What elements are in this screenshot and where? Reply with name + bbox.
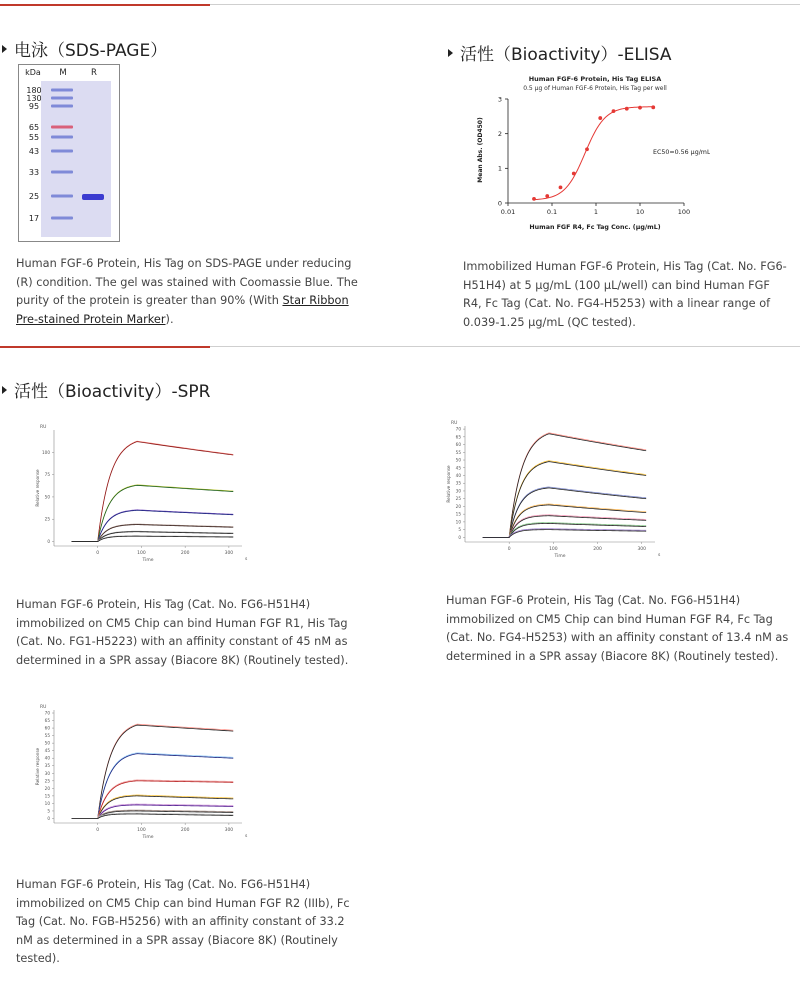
elisa-ec50-annotation: EC50=0.56 μg/mL bbox=[653, 149, 710, 156]
spr-y-tick-label: 25 bbox=[44, 778, 50, 784]
elisa-y-tick-label: 1 bbox=[497, 164, 502, 173]
spr-caption-fgfr4: Human FGF-6 Protein, His Tag (Cat. No. FG6-H51H4) immobilized on CM5 Chip can bind Human FGF R4, Fc Tag (Cat. No. FG4-H5253) with an affinity constant of 13.4 nM as determined in a SPR assay (Biacore 8K) (Routinely tested). bbox=[446, 594, 789, 663]
gel-marker-label: 65 bbox=[28, 123, 40, 132]
spr-sensorgram-line bbox=[483, 516, 646, 538]
spr-y-tick-label: 30 bbox=[455, 488, 461, 494]
spr-x-tick-label: 0 bbox=[96, 828, 100, 833]
spr-x-unit-label: s bbox=[658, 553, 661, 558]
spr-y-tick-label: 60 bbox=[44, 725, 50, 731]
spr-sensorgram-line bbox=[483, 434, 646, 538]
elisa-data-point bbox=[598, 116, 602, 120]
spr-x-tick-label: 100 bbox=[137, 828, 146, 833]
spr-fit-curve bbox=[483, 433, 646, 538]
spr-y-unit-label: RU bbox=[451, 421, 458, 426]
spr-sensorgram-line bbox=[71, 536, 233, 541]
elisa-data-point bbox=[585, 147, 589, 151]
spr-title: 活性（Bioactivity）-SPR bbox=[2, 377, 210, 402]
spr-y-tick-label: 15 bbox=[455, 511, 461, 517]
elisa-title: 活性（Bioactivity）-ELISA bbox=[448, 40, 672, 65]
elisa-data-point bbox=[612, 109, 616, 113]
spr-sensorgram-line bbox=[71, 781, 233, 819]
gel-sample-band bbox=[82, 194, 104, 200]
spr-y-tick-label: 25 bbox=[44, 516, 50, 522]
spr-x-tick-label: 0 bbox=[507, 547, 511, 552]
elisa-caption: Immobilized Human FGF-6 Protein, His Tag (Cat. No. FG6-H51H4) at 5 μg/mL (100 μL/well) can bind Human FGF R4, Fc Tag (Cat. No. FG4-H5253) with a linear range of 0.039-1.25 μg/mL (QC tested). bbox=[463, 260, 787, 329]
sds-caption: Human FGF-6 Protein, His Tag on SDS-PAGE under reducing (R) condition. The gel was stained with Coomassie Blue. The purity of the protein is greater than 90% (With Star Ribbon Pre-stained Protein Marker). bbox=[16, 257, 358, 326]
elisa-data-point bbox=[559, 186, 563, 190]
spr-y-tick-label: 40 bbox=[455, 472, 461, 478]
bullet-triangle-icon bbox=[448, 49, 453, 57]
bullet-triangle-icon bbox=[2, 45, 7, 53]
spr-y-tick-label: 100 bbox=[42, 449, 50, 455]
gel-kda-label: kDa bbox=[25, 68, 41, 77]
elisa-x-tick-label: 0.1 bbox=[546, 208, 558, 216]
elisa-data-point bbox=[625, 107, 629, 111]
spr-y-tick-label: 75 bbox=[44, 472, 50, 478]
spr-sensorgram-line bbox=[71, 814, 233, 819]
spr-y-tick-label: 5 bbox=[458, 527, 461, 533]
spr-y-tick-label: 55 bbox=[44, 733, 50, 739]
gel-marker-label: 17 bbox=[28, 214, 40, 223]
spr-y-tick-label: 45 bbox=[44, 748, 50, 754]
spr-chart-fgfr1 bbox=[30, 418, 260, 573]
gel-marker-band bbox=[51, 150, 73, 153]
elisa-chart bbox=[470, 70, 710, 240]
spr-caption-fgfr2: Human FGF-6 Protein, His Tag (Cat. No. FG6-H51H4) immobilized on CM5 Chip can bind Human FGF R2 (IIIb), Fc Tag (Cat. No. FGB-H5256) with an affinity constant of 33.2 nM as determined in a SPR assay (Biacore 8K) (Routinely tested). bbox=[16, 878, 350, 965]
spr-x-tick-label: 100 bbox=[137, 551, 146, 556]
spr-y-tick-label: 30 bbox=[44, 770, 50, 776]
spr-y-tick-label: 60 bbox=[455, 442, 461, 448]
spr-sensorgram-line bbox=[71, 754, 233, 819]
elisa-x-tick-label: 0.01 bbox=[500, 208, 516, 216]
spr-ylabel: Relative response bbox=[446, 465, 451, 503]
spr-y-tick-label: 35 bbox=[44, 763, 50, 769]
gel-lane-m-label: M bbox=[59, 68, 67, 78]
spr-fit-curve bbox=[71, 753, 233, 819]
elisa-xlabel: Human FGF R4, Fc Tag Conc. (μg/mL) bbox=[529, 224, 661, 231]
spr-chart-fgfr2 bbox=[30, 700, 260, 855]
spr-x-unit-label: s bbox=[245, 557, 248, 562]
sds-page-title: 电泳（SDS-PAGE） bbox=[2, 36, 167, 61]
top-divider bbox=[0, 4, 800, 5]
spr-sensorgram-line bbox=[483, 523, 646, 537]
gel-marker-label: 55 bbox=[28, 133, 40, 142]
spr-x-tick-label: 300 bbox=[224, 551, 234, 556]
spr-y-tick-label: 10 bbox=[455, 519, 461, 525]
spr-ylabel: Relative response bbox=[35, 469, 40, 507]
spr-y-unit-label: RU bbox=[40, 425, 47, 430]
spr-xlabel: Time bbox=[554, 554, 566, 559]
elisa-data-point bbox=[651, 105, 655, 109]
spr-fit-curve bbox=[71, 780, 233, 819]
spr-y-unit-label: RU bbox=[40, 705, 47, 710]
spr-y-tick-label: 65 bbox=[44, 718, 50, 724]
spr-y-tick-label: 70 bbox=[455, 426, 461, 432]
spr-x-unit-label: s bbox=[245, 834, 248, 839]
spr-y-tick-label: 40 bbox=[44, 755, 50, 761]
spr-xlabel: Time bbox=[142, 558, 154, 563]
gel-marker-band bbox=[51, 97, 73, 100]
spr-y-tick-label: 25 bbox=[455, 496, 461, 502]
elisa-y-tick-label: 0 bbox=[497, 199, 502, 208]
spr-y-tick-label: 70 bbox=[44, 710, 50, 716]
gel-marker-label: 95 bbox=[28, 102, 40, 111]
spr-x-tick-label: 0 bbox=[96, 551, 100, 556]
spr-x-tick-label: 300 bbox=[637, 547, 647, 552]
gel-marker-label: 180 bbox=[26, 86, 42, 95]
gel-marker-band bbox=[51, 195, 73, 198]
elisa-y-tick-label: 3 bbox=[497, 95, 502, 104]
gel-marker-band bbox=[51, 217, 73, 220]
elisa-chart-title: Human FGF-6 Protein, His Tag ELISA bbox=[528, 75, 662, 83]
spr-x-tick-label: 200 bbox=[593, 547, 602, 552]
elisa-fit-curve bbox=[534, 107, 653, 200]
spr-y-tick-label: 50 bbox=[44, 494, 50, 500]
spr-y-tick-label: 15 bbox=[44, 793, 50, 799]
elisa-y-tick-label: 2 bbox=[497, 129, 502, 138]
elisa-data-point bbox=[532, 197, 536, 201]
spr-x-tick-label: 300 bbox=[224, 828, 234, 833]
spr-y-tick-label: 0 bbox=[47, 539, 50, 545]
gel-marker-band bbox=[51, 136, 73, 139]
middle-divider bbox=[0, 346, 800, 347]
spr-y-tick-label: 20 bbox=[455, 503, 461, 509]
spr-sensorgram-line bbox=[71, 811, 233, 819]
spr-xlabel: Time bbox=[142, 835, 154, 840]
spr-y-tick-label: 50 bbox=[44, 740, 50, 746]
spr-y-tick-label: 55 bbox=[455, 449, 461, 455]
elisa-ylabel: Mean Abs. (OD450) bbox=[477, 117, 484, 183]
gel-marker-band bbox=[51, 171, 73, 174]
elisa-data-point bbox=[638, 106, 642, 110]
gel-marker-label: 43 bbox=[28, 147, 40, 156]
gel-marker-label: 130 bbox=[26, 94, 42, 103]
spr-y-tick-label: 50 bbox=[455, 457, 461, 463]
spr-x-tick-label: 200 bbox=[180, 828, 190, 833]
spr-y-tick-label: 65 bbox=[455, 434, 461, 440]
gel-marker-label: 25 bbox=[28, 192, 40, 201]
elisa-chart-subtitle: 0.5 μg of Human FGF-6 Protein, His Tag per well bbox=[523, 85, 667, 92]
spr-y-tick-label: 35 bbox=[455, 480, 461, 486]
spr-y-tick-label: 45 bbox=[455, 465, 461, 471]
bullet-triangle-icon bbox=[2, 386, 7, 394]
spr-caption-fgfr1: Human FGF-6 Protein, His Tag (Cat. No. FG6-H51H4) immobilized on CM5 Chip can bind Human FGF R1, His Tag (Cat. No. FG1-H5223) with an affinity constant of 45 nM as determined in a SPR assay (Biacore 8K) (Routinely tested). bbox=[16, 598, 349, 667]
spr-y-tick-label: 0 bbox=[47, 815, 50, 821]
gel-marker-band bbox=[51, 105, 73, 108]
spr-sensorgram-line bbox=[71, 805, 233, 819]
spr-x-tick-label: 200 bbox=[180, 551, 190, 556]
elisa-x-tick-label: 100 bbox=[677, 208, 691, 216]
elisa-x-tick-label: 1 bbox=[593, 208, 599, 216]
spr-y-tick-label: 10 bbox=[44, 800, 50, 806]
gel-marker-band bbox=[51, 89, 73, 92]
spr-x-tick-label: 100 bbox=[549, 547, 558, 552]
gel-lane-r-label: R bbox=[91, 68, 97, 78]
sds-gel-image bbox=[18, 64, 120, 242]
spr-y-tick-label: 0 bbox=[458, 534, 461, 540]
elisa-data-point bbox=[572, 172, 576, 176]
spr-fit-curve bbox=[483, 504, 646, 537]
spr-y-tick-label: 20 bbox=[44, 785, 50, 791]
spr-chart-fgfr4 bbox=[445, 416, 670, 571]
gel-marker-band bbox=[51, 126, 73, 129]
spr-y-tick-label: 5 bbox=[47, 808, 50, 814]
star-ribbon-marker-link[interactable]: Star Ribbon Pre-stained Protein Marker bbox=[16, 294, 349, 326]
spr-ylabel: Relative response bbox=[35, 747, 40, 786]
elisa-data-point bbox=[545, 194, 549, 198]
gel-marker-label: 33 bbox=[28, 168, 40, 177]
elisa-x-tick-label: 10 bbox=[635, 208, 645, 216]
spr-sensorgram-line bbox=[483, 530, 646, 538]
